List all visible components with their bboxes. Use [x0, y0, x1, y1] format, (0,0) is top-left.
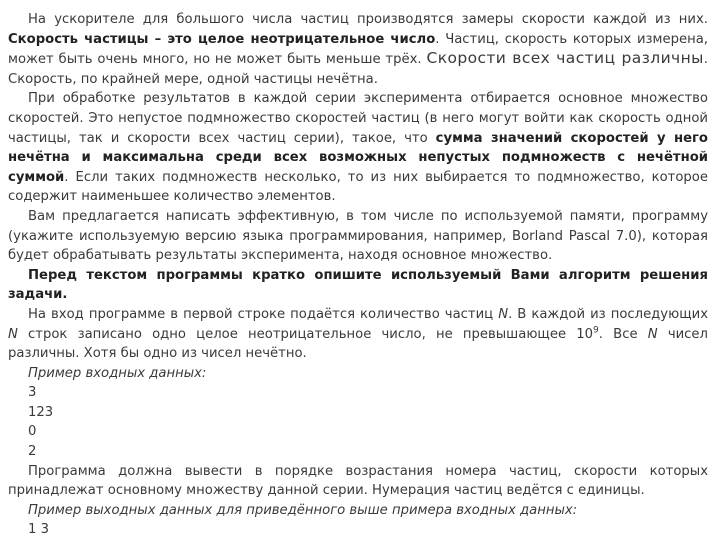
input-example-line: 0 — [28, 424, 37, 440]
var-n-1: N — [498, 306, 509, 322]
paragraph-intro — [8, 10, 708, 89]
input-example-line: 3 — [28, 385, 37, 401]
paragraph-task: Вам предлагается написать эффективную, в том числе по используемой памяти, программу (укажите используемую версию языка программирования, например, Borland Pascal 7.0), которая будет обрабатывать результаты эксперимента, находя основное множество. — [8, 208, 708, 264]
input-format-text-4: . Все — [598, 326, 648, 342]
intro-text-3: . Скорость, по крайней мере, одной частицы нечётна. — [8, 52, 708, 87]
input-format-text-1: На вход программе в первой строке подаётся количество частиц — [28, 306, 499, 322]
processing-bold-condition: сумма значений скоростей у него нечётна и максимальна среди всех возможных непустых подмножеств с нечётной суммой — [8, 130, 708, 185]
input-format-text-5: чисел различны. Хотя бы одно из чисел нечётно. — [8, 326, 708, 362]
processing-text-1: При обработке результатов в каждой серии эксперимента отбирается основное множество скоростей. Это непустое подмножество скоростей частиц (в него могут войти как скорость одной частицы, так и скорости всех частиц серии), такое, что — [8, 91, 708, 146]
paragraph-output-format: Программа должна вывести в порядке возрастания номера частиц, скорости которых принадлежат основному множеству данной серии. Нумерация частиц ведётся с единицы. — [8, 463, 708, 499]
var-n-2: N — [8, 326, 18, 342]
intro-text-1: На ускорителе для большого числа частиц производятся замеры скорости каждой из них. — [28, 12, 708, 27]
input-example-line: 2 — [28, 444, 37, 460]
intro-text-2: . Частиц, скорость которых измерена, может быть очень много, но не может быть меньше трёх. — [8, 31, 708, 68]
intro-large-text: Скорости всех частиц различны — [426, 49, 704, 68]
paragraph-algorithm-note: Перед текстом программы кратко опишите используемый Вами алгоритм решения задачи. — [8, 267, 708, 303]
intro-bold-definition: Скорость частицы – это целое неотрицательное число — [8, 31, 436, 47]
paragraph-input-format — [8, 305, 708, 364]
exponent: 9 — [593, 325, 599, 336]
output-example-line: 1 3 — [28, 522, 49, 538]
processing-text-2: . Если таких подмножеств несколько, то из них выбирается то подмножество, которое содержит наименьшее количество элементов. — [8, 169, 708, 205]
input-format-text-3: строк записано одно целое неотрицательное число, не превышающее 10 — [17, 326, 594, 342]
input-example-label: Пример входных данных: — [28, 365, 207, 381]
paragraph-processing — [8, 89, 708, 207]
input-format-text-2: . В каждой из последующих — [508, 306, 708, 322]
var-n-3: N — [647, 326, 658, 342]
input-example-line: 123 — [28, 404, 54, 420]
output-example-label: Пример выходных данных для приведённого выше примера входных данных: — [28, 502, 578, 518]
